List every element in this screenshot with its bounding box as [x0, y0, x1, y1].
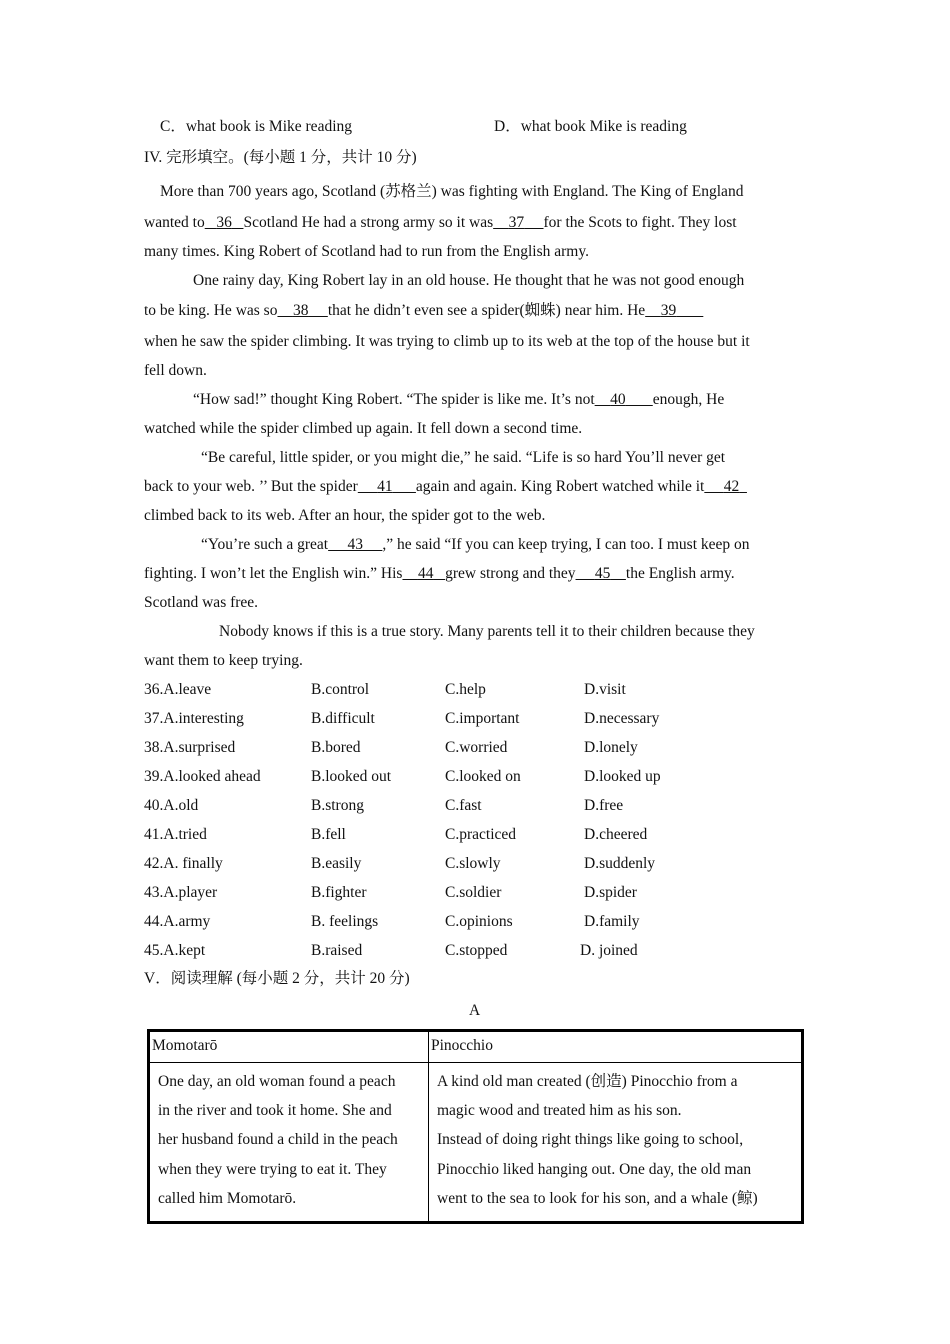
q36-a: 36.A.leave: [144, 681, 212, 698]
q44-b: B. feelings: [311, 913, 379, 930]
p6-line2: want them to keep trying.: [144, 652, 303, 669]
p1-line3: many times. King Robert of Scotland had to run from the English army.: [144, 243, 589, 260]
q38-c: C.worried: [445, 739, 508, 756]
q42-c: C.slowly: [445, 855, 501, 872]
blank-41: 41: [377, 478, 393, 495]
blank-38: 38: [292, 302, 309, 319]
q43-a: 43.A.player: [144, 884, 218, 901]
q41-a: 41.A.tried: [144, 826, 207, 843]
q41-d: D.cheered: [584, 826, 648, 843]
q39-b: B.looked out: [311, 768, 392, 785]
p1-text-a: wanted to: [144, 214, 205, 231]
pinocchio-line: went to the sea to look for his son, and a whale (鲸): [437, 1189, 758, 1207]
q41-c: C.practiced: [445, 826, 517, 843]
option-c: C．what book is Mike reading: [160, 118, 353, 135]
q44-c: C.opinions: [445, 913, 513, 930]
p4-line1: “Be careful, little spider, or you might die,” he said. “Life is so hard You’ll never get: [201, 449, 726, 466]
blank-36: 36: [216, 214, 232, 231]
blank-39: 39: [660, 302, 677, 319]
p4-line2: [144, 477, 747, 497]
q38-d: D.lonely: [584, 739, 638, 756]
p3-text-a: “How sad!” thought King Robert. “The spider is like me. It’s not: [193, 391, 595, 408]
table-cell-momotaro: [149, 1063, 429, 1223]
pinocchio-line: A kind old man created (创造) Pinocchio from a: [437, 1073, 738, 1090]
p2-text-a: to be king. He was so: [144, 302, 278, 319]
q36-b: B.control: [311, 681, 370, 698]
momotaro-line: when they were trying to eat it. They: [158, 1160, 387, 1178]
q44-d: D.family: [584, 913, 640, 930]
p4-text-b: again and again. King Robert watched while it: [415, 478, 705, 495]
p2-line3: when he saw the spider climbing. It was trying to climb up to its web at the top of the house but it: [144, 333, 750, 350]
q42-a: 42.A. finally: [144, 855, 223, 872]
q38-a: 38.A.surprised: [144, 739, 236, 756]
table-header-pinocchio: Pinocchio: [429, 1031, 803, 1063]
momotaro-line: her husband found a child in the peach: [158, 1131, 398, 1149]
q44-a: 44.A.army: [144, 913, 211, 930]
q45-a: 45.A.kept: [144, 942, 206, 959]
q45-c: C.stopped: [445, 942, 508, 959]
pinocchio-line: Pinocchio liked hanging out. One day, the old man: [437, 1160, 752, 1178]
p2-text-b: that he didn’t even see a spider(蜘蛛) near him. He: [327, 302, 646, 319]
p1-line2: [144, 213, 737, 233]
q36-d: D.visit: [584, 681, 626, 698]
pinocchio-line: Instead of doing right things like going to school,: [437, 1131, 744, 1149]
q38-b: B.bored: [311, 739, 361, 756]
p1-line1: More than 700 years ago, Scotland (苏格兰) was fighting with England. The King of England: [160, 183, 744, 200]
blank-37: 37: [508, 214, 525, 231]
momotaro-line: in the river and took it home. She and: [158, 1102, 392, 1120]
q40-a: 40.A.old: [144, 797, 199, 814]
p6-line1: Nobody knows if this is a true story. Many parents tell it to their children because they: [219, 623, 755, 640]
section-5-heading: V．阅读理解 (每小题 2 分，共计 20 分): [144, 970, 410, 987]
q40-b: B.strong: [311, 797, 364, 814]
q39-c: C.looked on: [445, 768, 521, 785]
p5-text-a: “You’re such a great: [201, 536, 329, 553]
q37-b: B.difficult: [311, 710, 375, 727]
blank-45: 45: [594, 565, 611, 582]
q37-d: D.necessary: [584, 710, 660, 727]
q40-d: D.free: [584, 797, 624, 814]
p3-line1: [193, 390, 724, 410]
p5-text-b: ,” he said “If you can keep trying, I can too. I must keep on: [382, 536, 750, 553]
blank-42: 42: [723, 478, 740, 495]
blank-44: 44: [417, 565, 434, 582]
p3-line2: watched while the spider climbed up again. It fell down a second time.: [144, 420, 583, 437]
q41-b: B.fell: [311, 826, 346, 843]
q43-c: C.soldier: [445, 884, 502, 901]
p1-text-b: Scotland He had a strong army so it was: [243, 214, 494, 231]
p1-text-c: for the Scots to fight. They lost: [543, 214, 737, 231]
q43-b: B.fighter: [311, 884, 367, 901]
blank-40: 40: [610, 391, 626, 408]
q42-d: D.suddenly: [584, 855, 656, 872]
p4-line3: climbed back to its web. After an hour, the spider got to the web.: [144, 507, 546, 524]
q45-b: B.raised: [311, 942, 363, 959]
q36-c: C.help: [445, 681, 486, 698]
p5-line2: [144, 564, 735, 584]
pinocchio-line: magic wood and treated him as his son.: [437, 1102, 682, 1120]
option-d: D．what book Mike is reading: [494, 118, 687, 135]
p2-line2: [144, 301, 703, 321]
q37-a: 37.A.interesting: [144, 710, 244, 727]
reading-table: [147, 1029, 804, 1224]
q45-d: D. joined: [580, 942, 638, 959]
p5-line1: [201, 535, 750, 555]
q42-b: B.easily: [311, 855, 362, 872]
p2-line4: fell down.: [144, 362, 207, 379]
table-cell-pinocchio: [429, 1063, 803, 1223]
momotaro-line: called him Momotarō.: [158, 1189, 297, 1207]
p5-text-b2: grew strong and they: [445, 565, 576, 582]
p5-text-c2: the English army.: [625, 565, 735, 582]
p2-line1: One rainy day, King Robert lay in an old house. He thought that he was not good enough: [193, 272, 745, 289]
section-4-heading: IV. 完形填空。(每小题 1 分，共计 10 分): [144, 149, 417, 166]
p5-line3: Scotland was free.: [144, 594, 259, 611]
p3-text-b: enough, He: [652, 391, 725, 408]
q43-d: D.spider: [584, 884, 637, 901]
part-a-label: A: [469, 1002, 481, 1019]
p5-text-a2: fighting. I won’t let the English win.” His: [144, 565, 403, 582]
p4-text-a: back to your web. ’’ But the spider: [144, 478, 358, 495]
blank-43: 43: [347, 536, 363, 553]
q40-c: C.fast: [445, 797, 482, 814]
table-header-momotaro: Momotarō: [149, 1031, 429, 1063]
q39-d: D.looked up: [584, 768, 661, 785]
q39-a: 39.A.looked ahead: [144, 768, 261, 785]
momotaro-line: One day, an old woman found a peach: [158, 1073, 396, 1090]
q37-c: C.important: [445, 710, 520, 727]
